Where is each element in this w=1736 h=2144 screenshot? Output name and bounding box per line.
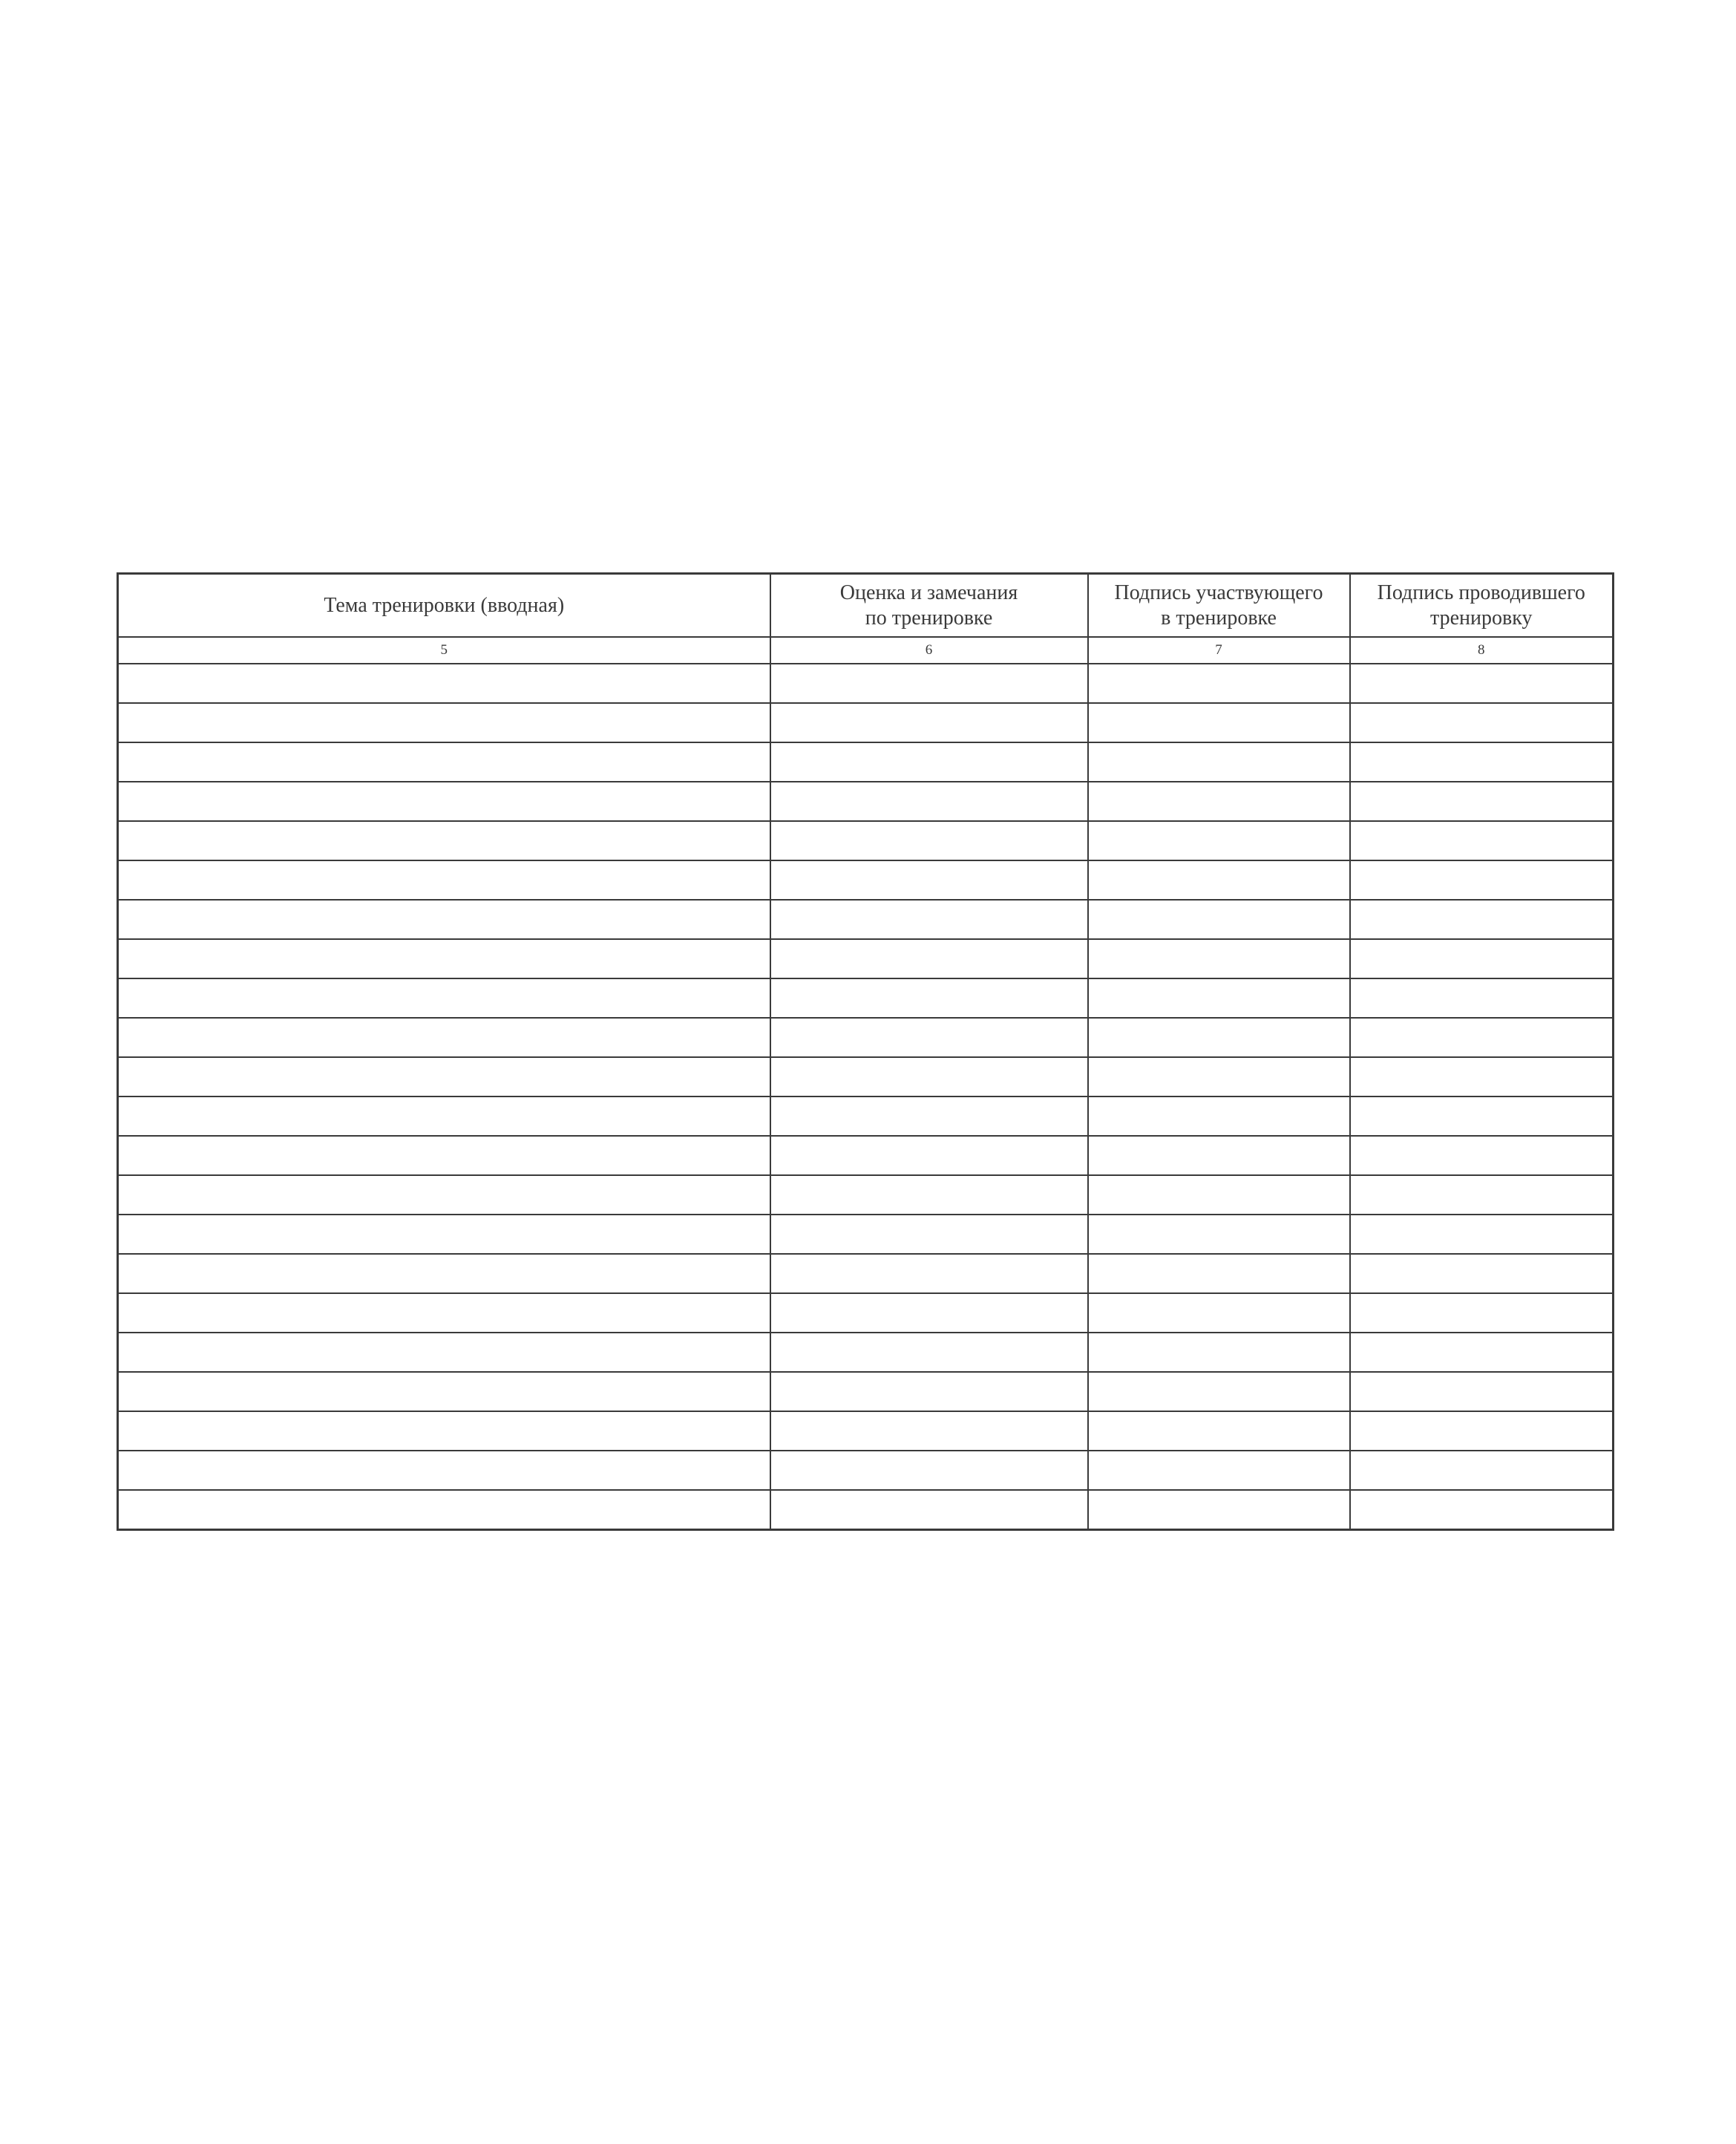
cell-participant-signature[interactable] [1088,1254,1350,1293]
cell-evaluation[interactable] [770,1411,1088,1451]
cell-participant-signature[interactable] [1088,1136,1350,1175]
cell-evaluation[interactable] [770,1057,1088,1096]
cell-topic[interactable] [118,1293,770,1333]
cell-topic[interactable] [118,1254,770,1293]
cell-evaluation[interactable] [770,1175,1088,1215]
column-number: 8 [1350,637,1614,664]
header-evaluation-line1: Оценка и замечания [839,581,1018,604]
table-row [118,1451,1614,1490]
cell-instructor-signature[interactable] [1350,978,1614,1018]
cell-topic[interactable] [118,703,770,742]
header-instructor-line1: Подпись проводившего [1377,581,1585,604]
table-row [118,1411,1614,1451]
cell-participant-signature[interactable] [1088,1175,1350,1215]
table-row [118,1293,1614,1333]
table-row [118,821,1614,860]
cell-topic[interactable] [118,1215,770,1254]
cell-instructor-signature[interactable] [1350,1372,1614,1411]
cell-participant-signature[interactable] [1088,1293,1350,1333]
cell-participant-signature[interactable] [1088,1018,1350,1057]
cell-evaluation[interactable] [770,1215,1088,1254]
table-row [118,860,1614,900]
table-row [118,1372,1614,1411]
table-row [118,1215,1614,1254]
cell-participant-signature[interactable] [1088,1372,1350,1411]
cell-evaluation[interactable] [770,900,1088,939]
column-number: 7 [1088,637,1350,664]
table-row [118,978,1614,1018]
table-row [118,1254,1614,1293]
cell-instructor-signature[interactable] [1350,1411,1614,1451]
cell-evaluation[interactable] [770,1451,1088,1490]
cell-participant-signature[interactable] [1088,1451,1350,1490]
header-participant-line1: Подпись участвующего [1114,581,1323,604]
cell-participant-signature[interactable] [1088,1096,1350,1136]
cell-topic[interactable] [118,1096,770,1136]
table-row [118,1333,1614,1372]
cell-participant-signature[interactable] [1088,1215,1350,1254]
cell-topic[interactable] [118,1333,770,1372]
cell-topic[interactable] [118,821,770,860]
table-row [118,1057,1614,1096]
cell-instructor-signature[interactable] [1350,1254,1614,1293]
training-log-table [117,572,1614,1531]
cell-evaluation[interactable] [770,1018,1088,1057]
cell-evaluation[interactable] [770,703,1088,742]
cell-instructor-signature[interactable] [1350,1215,1614,1254]
cell-instructor-signature[interactable] [1350,1333,1614,1372]
cell-evaluation[interactable] [770,1333,1088,1372]
column-number: 6 [770,637,1088,664]
cell-topic[interactable] [118,1411,770,1451]
cell-evaluation[interactable] [770,782,1088,821]
cell-instructor-signature[interactable] [1350,1018,1614,1057]
header-topic-line1: Тема тренировки (вводная) [324,593,565,617]
cell-instructor-signature[interactable] [1350,1175,1614,1215]
cell-evaluation[interactable] [770,1254,1088,1293]
table-row [118,1490,1614,1530]
cell-instructor-signature[interactable] [1350,742,1614,782]
cell-evaluation[interactable] [770,1096,1088,1136]
cell-topic[interactable] [118,664,770,703]
cell-instructor-signature[interactable] [1350,821,1614,860]
table-row [118,664,1614,703]
cell-evaluation[interactable] [770,664,1088,703]
cell-topic[interactable] [118,1175,770,1215]
cell-participant-signature[interactable] [1088,900,1350,939]
header-participant-signature [1088,574,1350,638]
cell-participant-signature[interactable] [1088,860,1350,900]
cell-topic[interactable] [118,1490,770,1530]
header-evaluation [770,574,1088,638]
cell-evaluation[interactable] [770,1490,1088,1530]
header-topic [118,574,770,638]
column-number: 5 [118,637,770,664]
header-participant-line2: в тренировке [1161,606,1277,630]
cell-participant-signature[interactable] [1088,703,1350,742]
cell-topic[interactable] [118,900,770,939]
cell-instructor-signature[interactable] [1350,664,1614,703]
cell-topic[interactable] [118,1372,770,1411]
cell-instructor-signature[interactable] [1350,782,1614,821]
cell-participant-signature[interactable] [1088,1490,1350,1530]
cell-instructor-signature[interactable] [1350,1096,1614,1136]
table-row [118,782,1614,821]
table-row [118,1096,1614,1136]
column-number-row [118,637,1614,664]
table-row [118,742,1614,782]
header-instructor-line2: тренировку [1430,606,1533,630]
cell-participant-signature[interactable] [1088,939,1350,978]
cell-instructor-signature[interactable] [1350,1136,1614,1175]
cell-evaluation[interactable] [770,1136,1088,1175]
cell-participant-signature[interactable] [1088,978,1350,1018]
cell-topic[interactable] [118,1136,770,1175]
table-row [118,939,1614,978]
cell-topic[interactable] [118,860,770,900]
cell-evaluation[interactable] [770,1293,1088,1333]
cell-evaluation[interactable] [770,821,1088,860]
cell-instructor-signature[interactable] [1350,1490,1614,1530]
cell-participant-signature[interactable] [1088,1333,1350,1372]
header-row [118,574,1614,638]
cell-topic[interactable] [118,1018,770,1057]
header-evaluation-line2: по тренировке [865,606,993,630]
table-row [118,703,1614,742]
header-instructor-signature [1350,574,1614,638]
cell-evaluation[interactable] [770,742,1088,782]
cell-topic[interactable] [118,939,770,978]
cell-topic[interactable] [118,978,770,1018]
cell-instructor-signature[interactable] [1350,860,1614,900]
cell-instructor-signature[interactable] [1350,900,1614,939]
cell-topic[interactable] [118,742,770,782]
cell-instructor-signature[interactable] [1350,1293,1614,1333]
cell-evaluation[interactable] [770,978,1088,1018]
table-body [118,664,1614,1530]
cell-topic[interactable] [118,782,770,821]
cell-instructor-signature[interactable] [1350,1057,1614,1096]
cell-evaluation[interactable] [770,939,1088,978]
cell-topic[interactable] [118,1057,770,1096]
cell-participant-signature[interactable] [1088,742,1350,782]
cell-participant-signature[interactable] [1088,1411,1350,1451]
cell-participant-signature[interactable] [1088,1057,1350,1096]
cell-instructor-signature[interactable] [1350,703,1614,742]
cell-participant-signature[interactable] [1088,664,1350,703]
cell-participant-signature[interactable] [1088,821,1350,860]
cell-evaluation[interactable] [770,1372,1088,1411]
cell-evaluation[interactable] [770,860,1088,900]
table-row [118,1136,1614,1175]
cell-participant-signature[interactable] [1088,782,1350,821]
table-row [118,1018,1614,1057]
cell-instructor-signature[interactable] [1350,1451,1614,1490]
cell-instructor-signature[interactable] [1350,939,1614,978]
table-row [118,900,1614,939]
table-row [118,1175,1614,1215]
cell-topic[interactable] [118,1451,770,1490]
